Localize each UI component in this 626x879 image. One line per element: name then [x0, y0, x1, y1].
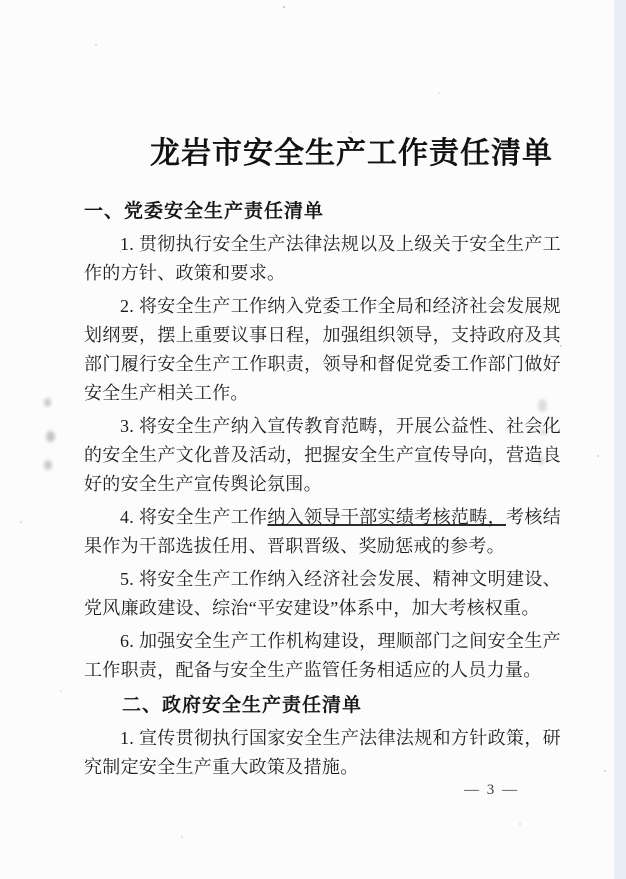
paragraph-1-4-suffix: 考核结果作为干部选拔任用、晋职晋级、奖励惩戒的参考。: [84, 507, 562, 556]
paragraph-2-1: 1. 宣传贯彻执行国家安全生产法律法规和方针政策，研究制定安全生产重大政策及措施。: [84, 728, 561, 777]
scan-artifact: [46, 431, 55, 442]
paragraph-1-1: 1. 贯彻执行安全生产法律法规以及上级关于安全生产工作的方针、政策和要求。: [84, 234, 561, 283]
scan-noise-specks: [0, 0, 2, 2]
paragraph-1-4: [84, 503, 561, 561]
document-body: [84, 0, 561, 782]
page-number: — 3 —: [464, 782, 519, 798]
paragraph-1-6: 6. 加强安全生产工作机构建设，理顺部门之间安全生产工作职责，配备与安全生产监管任务相适应的人员力量。: [84, 631, 561, 680]
section-1-heading: 一、党委安全生产责任清单: [84, 201, 325, 222]
scan-edge-band: [614, 0, 626, 879]
underlined-phrase: 纳入领导干部实绩考核范畴，: [267, 507, 506, 527]
paragraph-1-5: 5. 将安全生产工作纳入经济社会发展、精神文明建设、党风廉政建设、综治“平安建设”体系中，加大考核权重。: [84, 569, 561, 618]
paragraph-1-4-prefix: 4. 将安全生产工作: [120, 507, 268, 527]
scan-artifact: [44, 398, 51, 407]
paragraph-1-3: 3. 将安全生产纳入宣传教育范畴，开展公益性、社会化的安全生产文化普及活动，把握安全生产宣传导向，营造良好的安全生产宣传舆论氛围。: [84, 416, 561, 494]
scan-artifact: [44, 460, 52, 470]
section-2-heading: 二、政府安全生产责任清单: [122, 695, 363, 716]
paragraph-1-2: 2. 将安全生产工作纳入党委工作全局和经济社会发展规划纲要，摆上重要议事日程，加强组织领导，支持政府及其部门履行安全生产工作职责，领导和督促党委工作部门做好安全生产相关工作。: [84, 296, 561, 403]
page-title: 龙岩市安全生产工作责任清单: [150, 137, 553, 170]
